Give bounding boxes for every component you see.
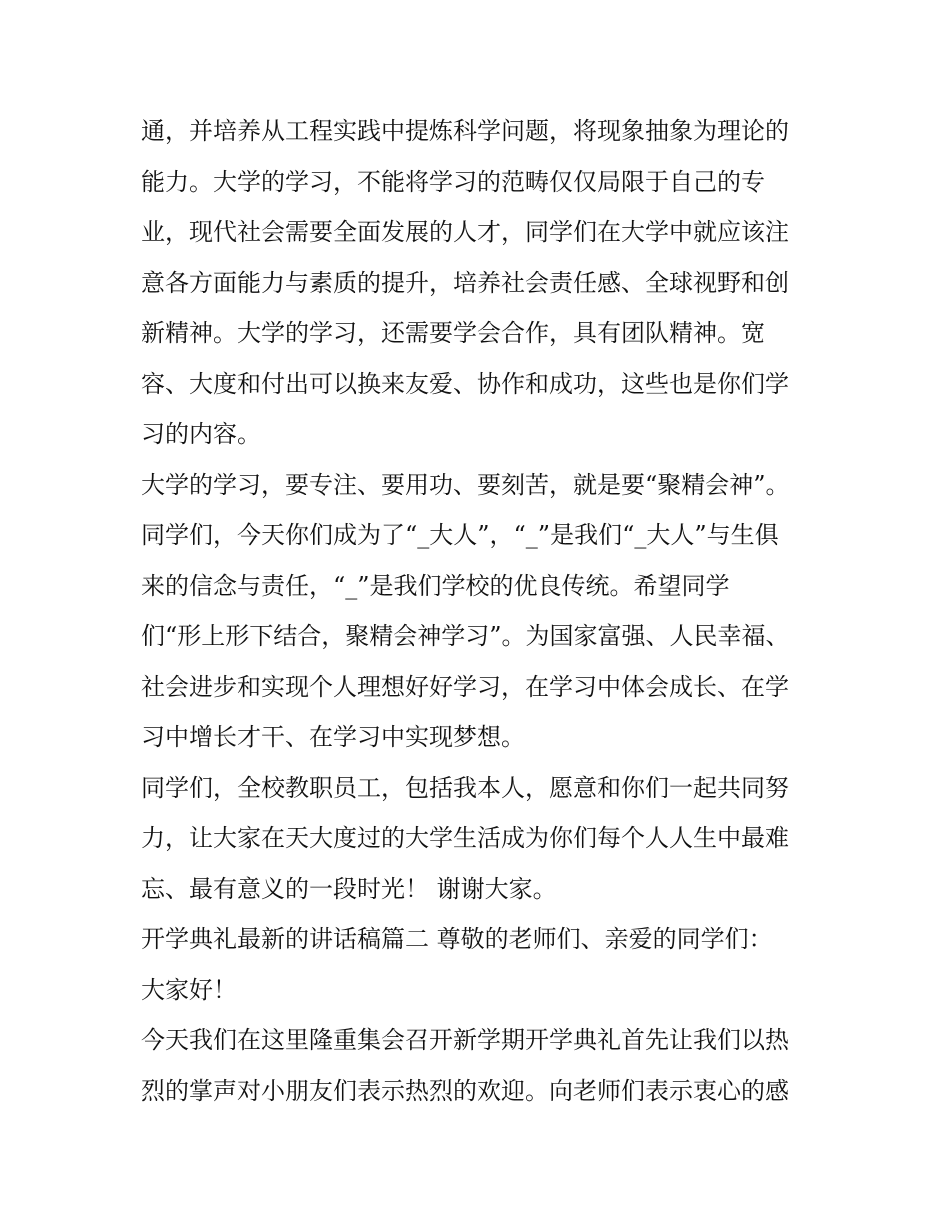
greeting-line: 大家好！ (141, 975, 237, 1004)
text-line: 能力。大学的学习，不能将学习的范畴仅仅局限于自己的专 (141, 167, 765, 196)
body-text (141, 106, 821, 1116)
text-line: 同学们，今天你们成为了“_大人”，“_”是我们“_大人”与生俱 (141, 521, 779, 549)
section-heading-line: 开学典礼最新的讲话稿篇二 尊敬的老师们、亲爱的同学们： (141, 925, 773, 953)
text-line: 习的内容。 (141, 420, 261, 448)
text-line: 来的信念与责任，“_”是我们学校的优良传统。希望同学 (141, 571, 730, 600)
text-line: 忘、最有意义的一段时光！ 谢谢大家。 (141, 874, 557, 903)
text-line: 意各方面能力与素质的提升，培养社会责任感、全球视野和创 (141, 268, 789, 297)
text-line: 习中增长才干、在学习中实现梦想。 (141, 723, 525, 751)
text-line: 大学的学习，要专注、要用功、要刻苦，就是要“聚精会神”。 (141, 470, 790, 499)
text-line: 通，并培养从工程实践中提炼科学问题，将现象抽象为理论的 (141, 117, 789, 145)
text-line: 社会进步和实现个人理想好好学习，在学习中体会成长、在学 (141, 672, 789, 701)
text-line: 今天我们在这里隆重集会召开新学期开学典礼首先让我们以热 (141, 1026, 789, 1054)
text-line: 新精神。大学的学习，还需要学会合作，具有团队精神。宽 (141, 319, 765, 347)
text-line: 们“形上形下结合，聚精会神学习”。为国家富强、人民幸福、 (141, 622, 790, 650)
text-line: 同学们，全校教职员工，包括我本人，愿意和你们一起共同努 (141, 773, 789, 802)
text-line: 容、大度和付出可以换来友爱、协作和成功，这些也是你们学 (141, 369, 789, 398)
text-line: 业，现代社会需要全面发展的人才，同学们在大学中就应该注 (141, 218, 789, 246)
text-line: 烈的掌声对小朋友们表示热烈的欢迎。向老师们表示衷心的感 (141, 1076, 789, 1105)
text-line: 力，让大家在天大度过的大学生活成为你们每个人人生中最难 (141, 824, 789, 852)
